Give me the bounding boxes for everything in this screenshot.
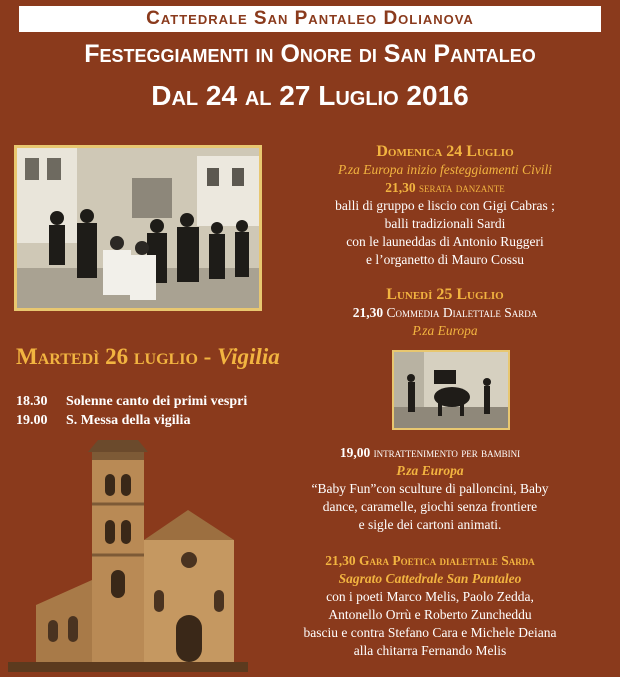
sunday-event: serata danzante	[419, 180, 505, 195]
schedule-row	[16, 411, 296, 430]
monday-time: 21,30	[352, 305, 384, 320]
sunday-time: 21,30	[385, 180, 416, 195]
poetry-line-2: Antonello Orrù e Roberto Zuncheddu	[328, 607, 532, 622]
tuesday-dash: -	[197, 344, 218, 369]
schedule-text: S. Messa della vigilia	[66, 413, 191, 428]
kids-line-2: dance, caramelle, giochi senza frontiere	[322, 499, 538, 514]
schedule-time: 19.00	[16, 413, 48, 428]
oxen-cart-photo	[392, 350, 510, 430]
sunday-place: P.za Europa inizio festeggiamenti Civili	[337, 162, 553, 177]
poetry-line-3: basciu e contra Stefano Cara e Michele Deiana	[303, 625, 557, 640]
cathedral-illustration	[8, 440, 248, 672]
title-line-2: Dal 24 al 27 Luglio 2016	[151, 80, 469, 111]
poetry-section	[255, 552, 605, 660]
title-line-1: Festeggiamenti in Onore di San Pantaleo	[84, 40, 536, 68]
poetry-place: Sagrato Cattedrale San Pantaleo	[338, 571, 522, 586]
tuesday-heading	[16, 344, 416, 370]
kids-line-3: e sigle dei cartoni animati.	[358, 517, 502, 532]
kids-event: intrattenimento per bambini	[373, 445, 521, 460]
tuesday-schedule	[16, 392, 296, 430]
sunday-time-event	[280, 179, 610, 197]
poetry-time: 21,30	[325, 553, 356, 568]
poetry-event: Gara Poetica dialettale Sarda	[359, 553, 535, 568]
sunday-section	[280, 143, 610, 269]
banner-text: Cattedrale San Pantaleo Dolianova	[146, 8, 474, 29]
kids-place: P.za Europa	[396, 463, 464, 478]
tuesday-date: Martedì 26 luglio	[16, 344, 198, 369]
tuesday-vigil: Vigilia	[217, 344, 280, 369]
procession-photo	[14, 145, 262, 311]
kids-section	[255, 444, 605, 534]
monday-place: P.za Europa	[412, 323, 478, 338]
sunday-line-4: e l’organetto di Mauro Cossu	[366, 252, 524, 267]
sunday-date: Domenica 24 Luglio	[376, 143, 514, 160]
monday-time-event	[280, 304, 610, 322]
cathedral-illustration-art	[8, 440, 248, 672]
sunday-line-3: con le launeddas di Antonio Ruggeri	[346, 234, 544, 249]
procession-photo-art	[17, 148, 259, 308]
kids-time-event	[255, 444, 605, 462]
poetry-time-event	[255, 552, 605, 570]
schedule-row	[16, 392, 296, 411]
schedule-time: 18.30	[16, 394, 48, 409]
kids-time: 19,00	[339, 445, 371, 460]
poetry-line-1: con i poeti Marco Melis, Paolo Zedda,	[326, 589, 534, 604]
sunday-line-2: balli tradizionali Sardi	[384, 216, 506, 231]
header-banner	[19, 6, 601, 32]
oxen-cart-photo-art	[394, 352, 508, 428]
schedule-text: Solenne canto dei primi vespri	[66, 394, 248, 409]
monday-event: Commedia Dialettale Sarda	[386, 305, 538, 320]
monday-section	[280, 286, 610, 340]
kids-line-1: “Baby Fun”con sculture di palloncini, Baby	[311, 481, 549, 496]
poetry-line-4: alla chitarra Fernando Melis	[353, 643, 507, 658]
monday-date: Lunedì 25 Luglio	[386, 286, 504, 303]
sunday-line-1: balli di gruppo e liscio con Gigi Cabras ;	[335, 198, 555, 213]
